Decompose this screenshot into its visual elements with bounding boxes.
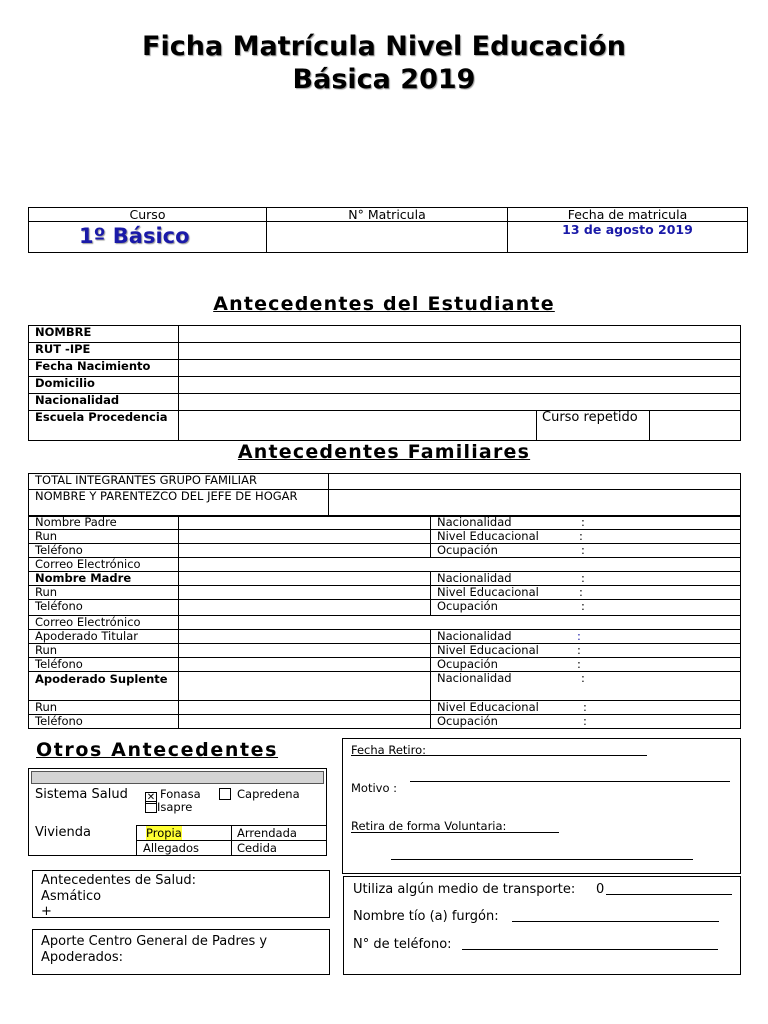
escuela-input[interactable]	[179, 411, 537, 441]
transport-box	[343, 876, 741, 975]
nivel-label: Nivel Educacional	[437, 643, 539, 657]
nacionalidad-label: Nacionalidad	[437, 671, 512, 685]
curso-repetido-label: Curso repetido	[537, 411, 650, 440]
fonasa-checkbox[interactable]: ✕	[146, 792, 156, 803]
fecha-retiro-label: Fecha Retiro:	[351, 743, 427, 757]
otros-section-title: Otros Antecedentes	[36, 739, 279, 761]
padre-telefono-input[interactable]	[179, 544, 431, 558]
student-table	[28, 325, 741, 441]
student-field-label: Fecha Nacimiento	[29, 360, 179, 377]
ocupacion-label: Ocupación	[437, 657, 498, 671]
fonasa-label: Fonasa	[160, 787, 201, 801]
nivel-label: Nivel Educacional	[437, 585, 539, 599]
ocupacion-label: Ocupación	[437, 543, 498, 557]
vivienda-label: Vivienda	[35, 825, 91, 840]
suplente-run-label: Run	[29, 701, 179, 715]
titular-run-input[interactable]	[179, 644, 431, 658]
student-section-title: Antecedentes del Estudiante	[213, 293, 555, 315]
ocupacion-label: Ocupación	[437, 599, 498, 613]
family-summary-table	[28, 473, 741, 517]
padre-run-label: Run	[29, 530, 179, 544]
nacionalidad-label: Nacionalidad	[437, 629, 512, 643]
fecha-header: Fecha de matricula	[508, 208, 748, 222]
allegados-option[interactable]: Allegados	[137, 841, 232, 856]
student-field-input[interactable]	[179, 360, 741, 377]
fecha-value[interactable]: 13 de agosto 2019	[508, 222, 748, 253]
cedida-option[interactable]: Cedida	[232, 841, 327, 856]
tio-furgon-line[interactable]	[512, 921, 719, 922]
isapre-label: Isapre	[157, 800, 193, 814]
titular-telefono-label: Teléfono	[29, 658, 179, 672]
student-field-label: RUT -IPE	[29, 343, 179, 360]
family-section-title: Antecedentes Familiares	[237, 441, 531, 463]
retira-voluntaria-label: Retira de forma Voluntaria:	[351, 819, 507, 833]
student-field-input[interactable]	[179, 394, 741, 411]
apoderado-suplente-input[interactable]	[179, 672, 431, 701]
vivienda-table	[136, 825, 327, 856]
total-input[interactable]	[329, 474, 741, 490]
nivel-label: Nivel Educacional	[437, 700, 539, 714]
student-field-label: Nacionalidad	[29, 394, 179, 411]
suplente-telefono-label: Teléfono	[29, 715, 179, 729]
page-title	[0, 30, 768, 96]
padre-run-input[interactable]	[179, 530, 431, 544]
titular-run-label: Run	[29, 644, 179, 658]
student-field-label: NOMBRE	[29, 326, 179, 343]
aporte-label: Aporte Centro General de Padres y Apoderados:	[41, 934, 268, 965]
madre-run-input[interactable]	[179, 586, 431, 600]
family-table: Nombre Padre Nacionalidad : Run Nivel Educacional : Teléfono Ocupación : Correo Electrónico Nombre Madre Nacionalidad : Run Nivel Educacional : Teléfono Ocupación : Correo Electrónico Apoderado Titular Nacionalidad : Run Nivel Educacional : Teléfono Ocupación : Apoderado Suplente Nacionalidad : Run Nivel Educacional : Teléfono Ocupación :	[28, 515, 741, 729]
madre-telefono-label: Teléfono	[29, 600, 179, 616]
titular-telefono-input[interactable]	[179, 658, 431, 672]
motivo-label: Motivo :	[351, 781, 398, 795]
tio-furgon-label: Nombre tío (a) furgón:	[353, 909, 499, 924]
student-field-input[interactable]	[179, 377, 741, 394]
telefono-furgon-label: N° de teléfono:	[353, 937, 452, 952]
matricula-header: N° Matricula	[267, 208, 508, 222]
fecha-retiro-line[interactable]	[351, 755, 647, 756]
otros-box	[28, 768, 327, 856]
curso-header: Curso	[29, 208, 267, 222]
madre-run-label: Run	[29, 586, 179, 600]
escuela-label: Escuela Procedencia	[29, 411, 179, 441]
apoderado-titular-label: Apoderado Titular	[29, 630, 179, 644]
salud-box	[32, 870, 330, 918]
arrendada-option[interactable]: Arrendada	[232, 826, 327, 841]
transporte-value[interactable]: 0	[596, 882, 605, 897]
curso-repetido-input[interactable]	[650, 411, 740, 440]
padre-label: Nombre Padre	[29, 516, 179, 530]
retiro-box	[342, 738, 741, 874]
madre-correo-input[interactable]	[179, 616, 741, 630]
asmatico-value[interactable]: Asmático	[41, 889, 102, 904]
jefe-label: NOMBRE Y PARENTEZCO DEL JEFE DE HOGAR	[29, 490, 329, 517]
nacionalidad-label: Nacionalidad	[437, 571, 512, 585]
propia-option[interactable]: Propia	[146, 826, 182, 840]
matricula-value[interactable]	[267, 222, 508, 253]
ocupacion-label: Ocupación	[437, 714, 498, 728]
capredena-checkbox[interactable]	[219, 788, 231, 800]
apoderado-titular-input[interactable]	[179, 630, 431, 644]
salud-label: Antecedentes de Salud:	[41, 873, 196, 888]
suplente-run-input[interactable]	[179, 701, 431, 715]
title-line-2: Básica 2019	[292, 64, 476, 95]
padre-correo-label: Correo Electrónico	[29, 558, 179, 572]
curso-value[interactable]: 1º Básico	[29, 222, 267, 253]
isapre-checkbox[interactable]	[145, 801, 157, 813]
apoderado-suplente-label: Apoderado Suplente	[29, 672, 179, 701]
firma-line[interactable]	[391, 859, 693, 860]
student-field-label: Domicilio	[29, 377, 179, 394]
sistema-salud-label: Sistema Salud	[35, 787, 128, 802]
motivo-line[interactable]	[410, 781, 730, 782]
madre-label: Nombre Madre	[29, 572, 179, 586]
salud-plus: +	[41, 904, 52, 919]
enrollment-table	[28, 207, 748, 253]
voluntaria-line[interactable]	[351, 832, 559, 833]
padre-input[interactable]	[179, 516, 431, 530]
nacionalidad-label: Nacionalidad	[437, 515, 512, 529]
madre-correo-label: Correo Electrónico	[29, 616, 179, 630]
transporte-label: Utiliza algún medio de transporte:	[353, 882, 576, 897]
otros-header-bar	[31, 771, 324, 784]
jefe-input[interactable]	[329, 490, 741, 517]
transporte-line[interactable]	[606, 894, 732, 895]
student-field-input[interactable]	[179, 326, 741, 343]
suplente-telefono-input[interactable]	[179, 715, 431, 729]
capredena-label: Capredena	[237, 787, 300, 801]
nivel-label: Nivel Educacional	[437, 529, 539, 543]
total-label: TOTAL INTEGRANTES GRUPO FAMILIAR	[29, 474, 329, 490]
padre-telefono-label: Teléfono	[29, 544, 179, 558]
title-line-1: Ficha Matrícula Nivel Educación	[142, 31, 626, 62]
madre-telefono-input[interactable]	[179, 600, 431, 616]
student-field-input[interactable]	[179, 343, 741, 360]
madre-input[interactable]	[179, 572, 431, 586]
padre-correo-input[interactable]	[179, 558, 741, 572]
telefono-furgon-line[interactable]	[462, 949, 718, 950]
aporte-box	[32, 929, 330, 975]
